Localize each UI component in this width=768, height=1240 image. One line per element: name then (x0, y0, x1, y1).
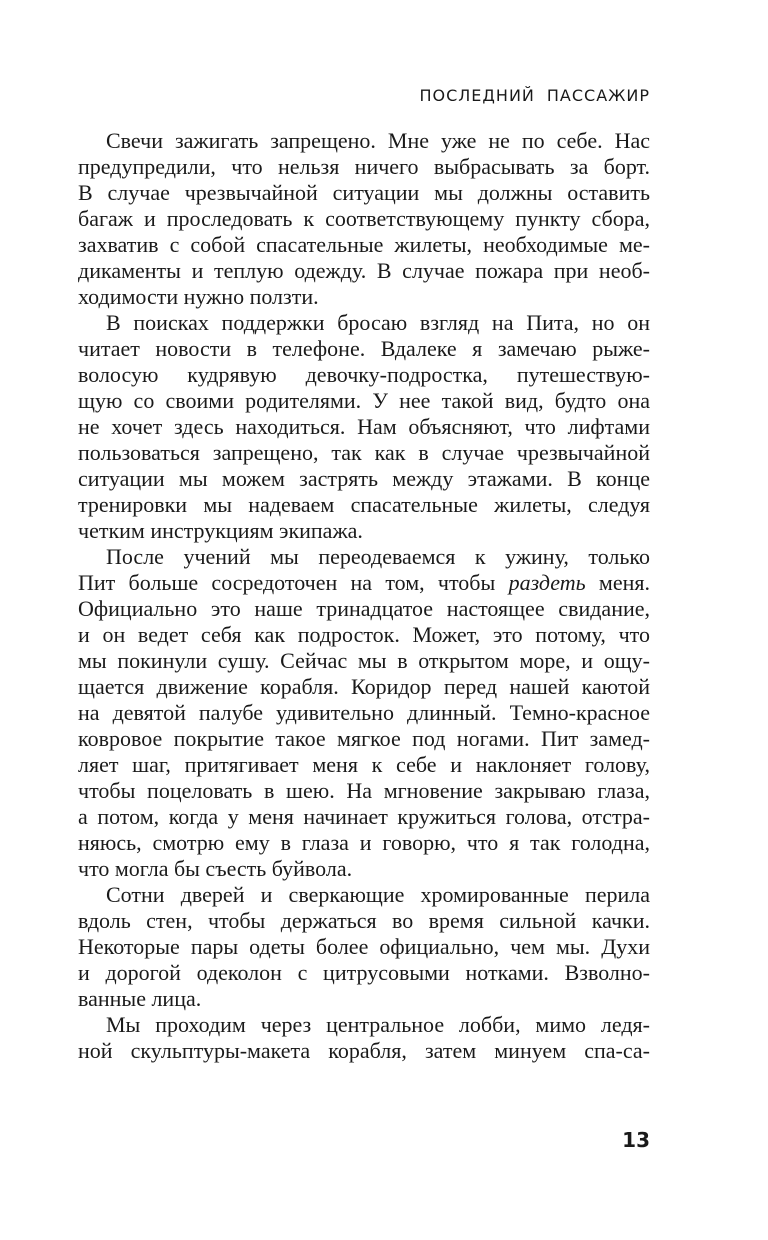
text-line: щается движение корабля. Коридор перед нашей каютой (78, 674, 650, 699)
text-line: пользоваться запрещено, так как в случае чрезвычайной (78, 440, 650, 465)
paragraph (78, 1012, 650, 1064)
text-line: Некоторые пары одеты более официально, чем мы. Духи (78, 934, 650, 959)
text-line: ной скульптуры-макета корабля, затем минуем спа-са- (78, 1038, 650, 1063)
text-line: что могла бы съесть буйвола. (78, 856, 353, 881)
text-line: и он ведет себя как подросток. Может, это потому, что (78, 622, 650, 647)
text-line: ляет шаг, притягивает меня к себе и наклоняет голову, (78, 752, 650, 777)
text-line: Мы проходим через центральное лобби, мимо ледя- (106, 1012, 650, 1037)
running-title-word: ПОСЛЕДНИЙ (419, 86, 535, 105)
text-line: В поисках поддержки бросаю взгляд на Пита, но он (106, 310, 650, 335)
text-line: багаж и проследовать к соответствующему пункту сбора, (78, 206, 650, 231)
text-line: а потом, когда у меня начинает кружиться голова, отстра- (78, 804, 650, 829)
text-line: захватив с собой спасательные жилеты, необходимые ме- (78, 232, 650, 257)
paragraph (78, 128, 650, 310)
text-line (78, 570, 650, 596)
text-line: Свечи зажигать запрещено. Мне уже не по себе. Нас (106, 128, 650, 153)
body-text (78, 128, 650, 1064)
text-line: тренировки мы надеваем спасательные жилеты, следуя (78, 492, 650, 517)
text-line: После учений мы переодеваемся к ужину, только (106, 544, 650, 569)
text-line: В случае чрезвычайной ситуации мы должны оставить (78, 180, 650, 205)
text-line: вдоль стен, чтобы держаться во время сильной качки. (78, 908, 650, 933)
text-line: щую со своими родителями. У нее такой вид, будто она (78, 388, 650, 413)
paragraph (78, 544, 650, 882)
emphasized-word: раздеть (508, 570, 586, 595)
page-number: 13 (622, 1128, 650, 1152)
text-line: дикаменты и теплую одежду. В случае пожара при необ- (78, 258, 650, 283)
text-line: ковровое покрытие такое мягкое под ногами. Пит замед- (78, 726, 650, 751)
text-line: ходимости нужно ползти. (78, 284, 319, 309)
text-line: волосую кудрявую девочку-подростка, путешествую- (78, 362, 650, 387)
text-line: няюсь, смотрю ему в глаза и говорю, что я так голодна, (78, 830, 650, 855)
text-line: на девятой палубе удивительно длинный. Темно-красное (78, 700, 650, 725)
text-line: и дорогой одеколон с цитрусовыми нотками. Взволно- (78, 960, 650, 985)
text-line: ванные лица. (78, 986, 202, 1011)
text-segment: Пит больше сосредоточен на том, чтобы (78, 570, 509, 595)
text-line: мы покинули сушу. Сейчас мы в открытом море, и ощу- (78, 648, 650, 673)
text-line: ситуации мы можем застрять между этажами. В конце (78, 466, 650, 491)
text-line: четким инструкциям экипажа. (78, 518, 363, 543)
running-title-word: ПАССАЖИР (546, 86, 650, 105)
text-line: Сотни дверей и сверкающие хромированные перила (106, 882, 650, 907)
text-line: предупредили, что нельзя ничего выбрасывать за борт. (78, 154, 650, 179)
text-segment: меня. (585, 570, 650, 595)
text-line: не хочет здесь находиться. Нам объясняют, что лифтами (78, 414, 650, 439)
text-line: Официально это наше тринадцатое настоящее свидание, (78, 596, 650, 621)
paragraph (78, 310, 650, 544)
text-line: чтобы поцеловать в шею. На мгновение закрываю глаза, (78, 778, 650, 803)
text-line: читает новости в телефоне. Вдалеке я замечаю рыже- (78, 336, 650, 361)
running-title (419, 86, 650, 105)
paragraph (78, 882, 650, 1012)
